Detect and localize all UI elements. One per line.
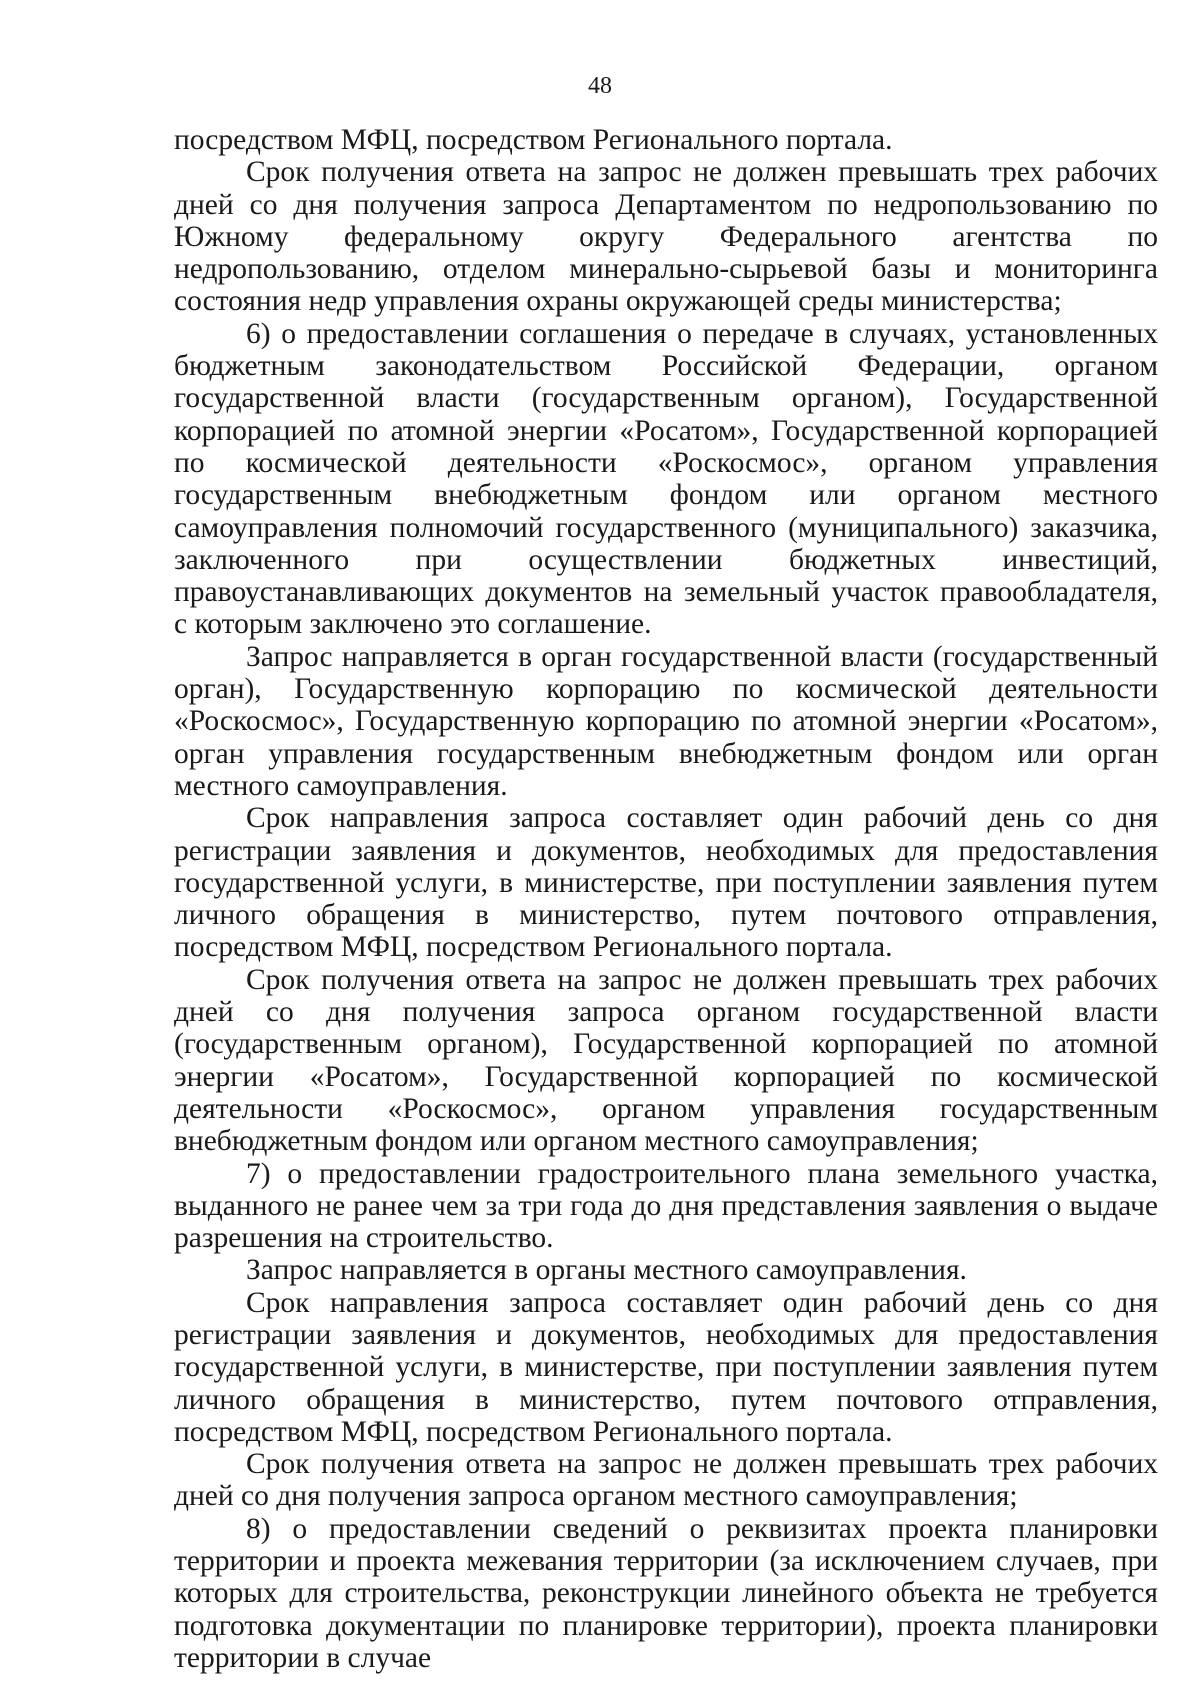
paragraph: Срок направления запроса составляет один рабочий день со дня регистрации заявления и документов, необходимых для предоставления государственной услуги, в министерстве, при поступлении заявления путем личного обращения в министерство, путем почтового отправления, посредством МФЦ, посредством Регионального портала. xyxy=(174,1286,1158,1448)
paragraph: 7) о предоставлении градостроительного плана земельного участка, выданного не ранее чем за три года до дня представления заявления о выдаче разрешения на строительство. xyxy=(174,1157,1158,1255)
paragraph: Срок получения ответа на запрос не должен превышать трех рабочих дней со дня получения запроса органом государственной власти (государственным органом), Государственной корпорацией по атомной энергии «Росатом», Государственной корпорацией по космической деятельности «Роскосмос», органом управления государственным внебюджетным фондом или органом местного самоуправления; xyxy=(174,963,1158,1158)
paragraph: Срок получения ответа на запрос не должен превышать трех рабочих дней со дня получения запроса Департаментом по недропользованию по Южному федеральному округу Федерального агентства по недропользованию, отделом минерально-сырьевой базы и мониторинга состояния недр управления охраны окружающей среды министерства; xyxy=(174,156,1158,318)
paragraph: Срок получения ответа на запрос не должен превышать трех рабочих дней со дня получения запроса органом местного самоуправления; xyxy=(174,1448,1158,1513)
paragraph: Запрос направляется в органы местного самоуправления. xyxy=(246,1254,967,1287)
paragraph: Срок направления запроса составляет один рабочий день со дня регистрации заявления и документов, необходимых для предоставления государственной услуги, в министерстве, при поступлении заявления путем личного обращения в министерство, путем почтового отправления, посредством МФЦ, посредством Регионального портала. xyxy=(174,802,1158,964)
document-body xyxy=(174,124,1158,1674)
page-number: 48 xyxy=(588,73,612,99)
paragraph: Запрос направляется в орган государственной власти (государственный орган), Государственную корпорацию по космической деятельности «Роскосмос», Государственную корпорацию по атомной энергии «Росатом», орган управления государственным внебюджетным фондом или орган местного самоуправления. xyxy=(174,640,1158,802)
paragraph: 6) о предоставлении соглашения о передаче в случаях, установленных бюджетным законодательством Российской Федерации, органом государственной власти (государственным органом), Государственной корпорацией по атомной энергии «Росатом», Государственной корпорацией по космической деятельности «Роскосмос», органом управления государственным внебюджетным фондом или органом местного самоуправления полномочий государственного (муниципального) заказчика, заключенного при осуществлении бюджетных инвестиций, правоустанавливающих документов на земельный участок правообладателя, с которым заключено это соглашение. xyxy=(174,317,1158,641)
paragraph: 8) о предоставлении сведений о реквизитах проекта планировки территории и проекта межевания территории (за исключением случаев, при которых для строительства, реконструкции линейного объекта не требуется подготовка документации по планировке территории), проекта планировки территории в случае xyxy=(174,1512,1158,1674)
paragraph: посредством МФЦ, посредством Регионального портала. xyxy=(174,124,893,156)
